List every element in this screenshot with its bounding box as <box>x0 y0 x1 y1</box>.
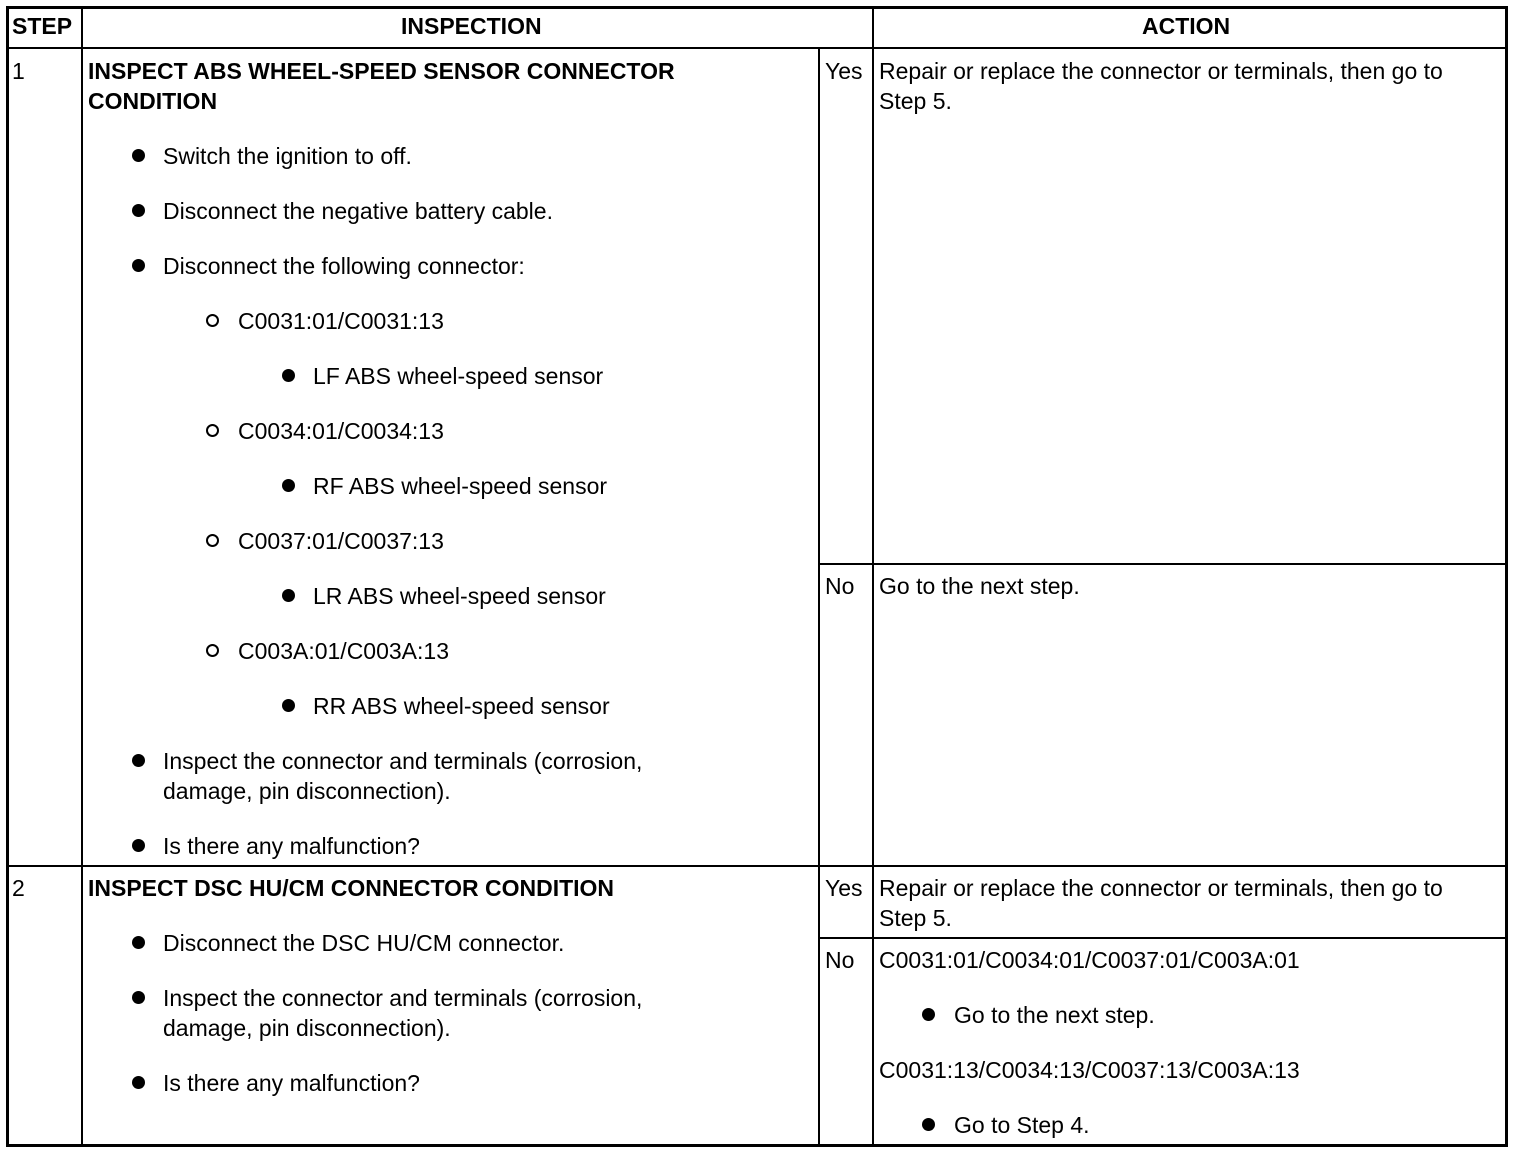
yes-label: Yes <box>825 58 863 84</box>
connector-code: C0031:01/C0031:13 <box>238 308 444 334</box>
bullet-text: Inspect the connector and terminals (corrosion, <box>163 985 643 1011</box>
bullet-icon <box>132 991 145 1004</box>
no-codes-group1: C0031:01/C0034:01/C0037:01/C003A:01 <box>879 947 1300 973</box>
bullet-icon <box>922 1118 935 1131</box>
yes-action-cont: Step 5. <box>879 905 952 931</box>
no-action: Go to the next step. <box>879 573 1080 599</box>
yes-action-cont: Step 5. <box>879 88 952 114</box>
no-codes-group2: C0031:13/C0034:13/C0037:13/C003A:13 <box>879 1057 1300 1083</box>
bullet-text: Disconnect the DSC HU/CM connector. <box>163 930 565 956</box>
result-column-divider <box>818 47 820 1147</box>
circle-bullet-icon <box>206 424 219 437</box>
yes-action: Repair or replace the connector or terminals, then go to <box>879 58 1443 84</box>
bullet-icon <box>282 369 295 382</box>
no-action-group2: Go to Step 4. <box>954 1112 1090 1138</box>
bullet-text-cont: damage, pin disconnection). <box>163 1015 451 1041</box>
sensor-name: LR ABS wheel-speed sensor <box>313 583 606 609</box>
header-inspection: INSPECTION <box>401 13 542 39</box>
bullet-icon <box>282 589 295 602</box>
step-number: 1 <box>12 58 25 84</box>
step1-yes-no-divider <box>818 563 1508 565</box>
yes-label: Yes <box>825 875 863 901</box>
bullet-text: Disconnect the following connector: <box>163 253 525 279</box>
step-divider <box>6 865 1508 867</box>
step2-yes-no-divider <box>818 937 1508 939</box>
connector-code: C0034:01/C0034:13 <box>238 418 444 444</box>
action-column-divider <box>872 6 874 1147</box>
sensor-name: RR ABS wheel-speed sensor <box>313 693 610 719</box>
bullet-icon <box>282 699 295 712</box>
bullet-icon <box>132 754 145 767</box>
bullet-icon <box>132 839 145 852</box>
inspection-table <box>6 6 1508 1147</box>
connector-code: C003A:01/C003A:13 <box>238 638 449 664</box>
bullet-icon <box>132 204 145 217</box>
question-text: Is there any malfunction? <box>163 833 420 859</box>
header-divider <box>6 47 1508 49</box>
step-title-cont: CONDITION <box>88 88 218 114</box>
bullet-text-cont: damage, pin disconnection). <box>163 778 451 804</box>
bullet-text: Disconnect the negative battery cable. <box>163 198 553 224</box>
connector-code: C0037:01/C0037:13 <box>238 528 444 554</box>
circle-bullet-icon <box>206 534 219 547</box>
bullet-text: Switch the ignition to off. <box>163 143 412 169</box>
step-number: 2 <box>12 875 25 901</box>
step-title: INSPECT ABS WHEEL-SPEED SENSOR CONNECTOR <box>88 58 675 84</box>
no-label: No <box>825 947 855 973</box>
bullet-icon <box>132 936 145 949</box>
yes-action: Repair or replace the connector or terminals, then go to <box>879 875 1443 901</box>
bullet-icon <box>922 1008 935 1021</box>
bullet-icon <box>282 479 295 492</box>
header-action: ACTION <box>1142 13 1231 39</box>
header-step: STEP <box>12 13 73 39</box>
bullet-icon <box>132 1076 145 1089</box>
bullet-icon <box>132 259 145 272</box>
sensor-name: LF ABS wheel-speed sensor <box>313 363 604 389</box>
circle-bullet-icon <box>206 314 219 327</box>
bullet-text: Inspect the connector and terminals (corrosion, <box>163 748 643 774</box>
step-title: INSPECT DSC HU/CM CONNECTOR CONDITION <box>88 875 615 901</box>
no-action-group1: Go to the next step. <box>954 1002 1155 1028</box>
circle-bullet-icon <box>206 644 219 657</box>
bullet-icon <box>132 149 145 162</box>
question-text: Is there any malfunction? <box>163 1070 420 1096</box>
no-label: No <box>825 573 855 599</box>
sensor-name: RF ABS wheel-speed sensor <box>313 473 608 499</box>
step-column-divider <box>81 6 83 1147</box>
